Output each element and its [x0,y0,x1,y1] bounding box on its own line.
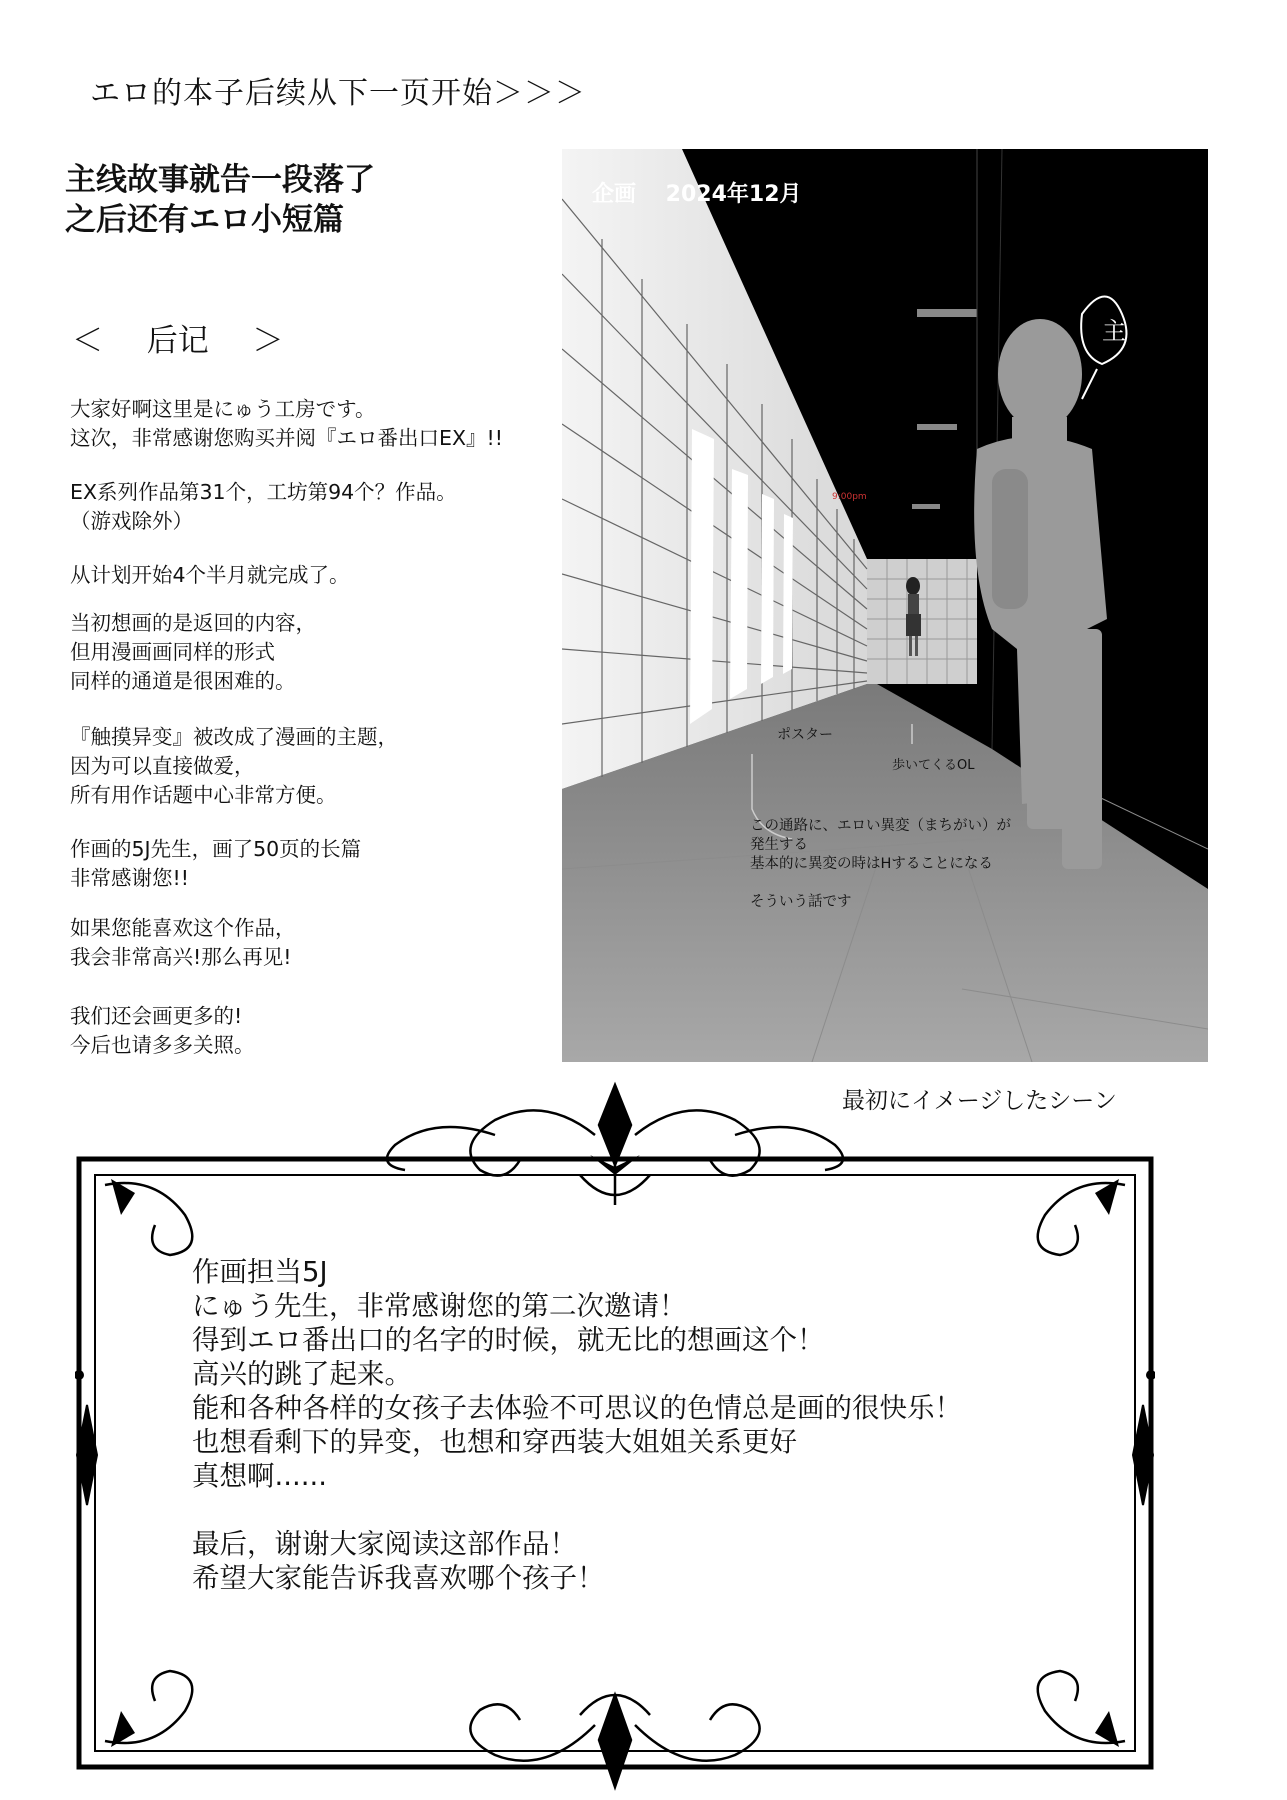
caption-line [750,874,1011,893]
paragraph-line: （游戏除外） [70,509,193,533]
heading-title: 后记 [146,323,209,359]
afterword-paragraph-3 [70,561,560,590]
artist-message-line: 高兴的跳了起来。 [192,1358,412,1390]
artist-message-line: 能和各种各样的女孩子去体验不可思议的色情总是画的很快乐！ [192,1392,962,1424]
afterword-paragraph-4 [70,609,560,696]
paragraph-line: 大家好啊这里是にゅう工房です。 [70,397,376,421]
afterword-paragraph-6 [70,835,560,893]
paragraph-line: 当初想画的是返回的内容， [70,611,316,635]
caption-line: そういう話です [750,894,852,910]
story-end-headline [65,160,375,240]
corridor-illustration [562,149,1208,1062]
paragraph-line: EX系列作品第31个，工坊第94个？作品。 [70,480,457,504]
artist-message-line: 作画担当5J [192,1256,328,1288]
paragraph-line: 从计划开始4个半月就完成了。 [70,563,350,587]
handwritten-protagonist-mark: 主 [1102,317,1126,345]
paragraph-line: 所有用作话题中心非常方便。 [70,783,337,807]
headline-line-1: 主线故事就告一段落了 [65,162,375,198]
afterword-paragraph-1 [70,395,560,453]
headline-line-2: 之后还有エロ小短篇 [65,202,344,238]
concept-sketch-panel [562,149,1208,1062]
paragraph-line: 如果您能喜欢这个作品， [70,916,296,940]
paragraph-line: 非常感谢您!! [70,866,189,890]
afterword-paragraph-7 [70,914,560,972]
afterword-paragraph-2 [70,478,560,536]
afterword-paragraph-8 [70,1002,560,1060]
paragraph-line: 我们还会画更多的! [70,1004,243,1028]
heading-bracket-close: ＞ [252,323,284,359]
handwritten-ol-label: 歩いてくるOL [892,758,975,773]
scene-description [750,817,1011,912]
caption-line: この通路に、エロい異変（まちがい）が [750,818,1011,834]
paragraph-line: 作画的5J先生，画了50页的长篇 [70,837,362,861]
artist-message-line [192,1493,962,1527]
paragraph-line: 同样的通道是很困难的。 [70,669,296,693]
artist-message-line: 得到エロ番出口的名字的时候，就无比的想画这个！ [192,1324,825,1356]
afterword-heading [72,315,283,360]
heading-bracket-open: ＜ [72,323,103,359]
artist-message-line: にゅう先生，非常感谢您的第二次邀请！ [192,1290,687,1322]
paragraph-line: 因为可以直接做爱， [70,754,255,778]
first-image-scene-caption: 最初にイメージしたシーン [842,1088,1117,1114]
artist-message-line: 希望大家能告诉我喜欢哪个孩子！ [192,1562,605,1594]
handwritten-poster-label: ポスター [777,727,833,743]
next-page-note: エロ的本子后续从下一页开始＞＞＞ [90,76,586,111]
paragraph-line: 『触摸异变』被改成了漫画的主题， [70,725,398,749]
paragraph-line: 但用漫画画同样的形式 [70,640,275,664]
plan-date-label: 企画 2024年12月 [592,182,802,207]
corridor-far-wall [867,559,977,684]
afterword-paragraph-5 [70,723,560,810]
artist-message-line: 真想啊...... [192,1460,327,1492]
artist-message [192,1255,962,1595]
artist-message-line: 也想看剩下的异变，也想和穿西装大姐姐关系更好 [192,1426,797,1458]
paragraph-line: 今后也请多多关照。 [70,1033,255,1057]
handwritten-sign-label: 9:00pm [832,492,867,502]
paragraph-line: 我会非常高兴!那么再见! [70,945,292,969]
paragraph-line: 这次，非常感谢您购买并阅『エロ番出口EX』!! [70,426,503,450]
caption-line: 基本的に異変の時はHすることになる [750,856,993,872]
artist-message-line: 最后，谢谢大家阅读这部作品！ [192,1528,577,1560]
caption-line: 発生する [750,837,808,853]
